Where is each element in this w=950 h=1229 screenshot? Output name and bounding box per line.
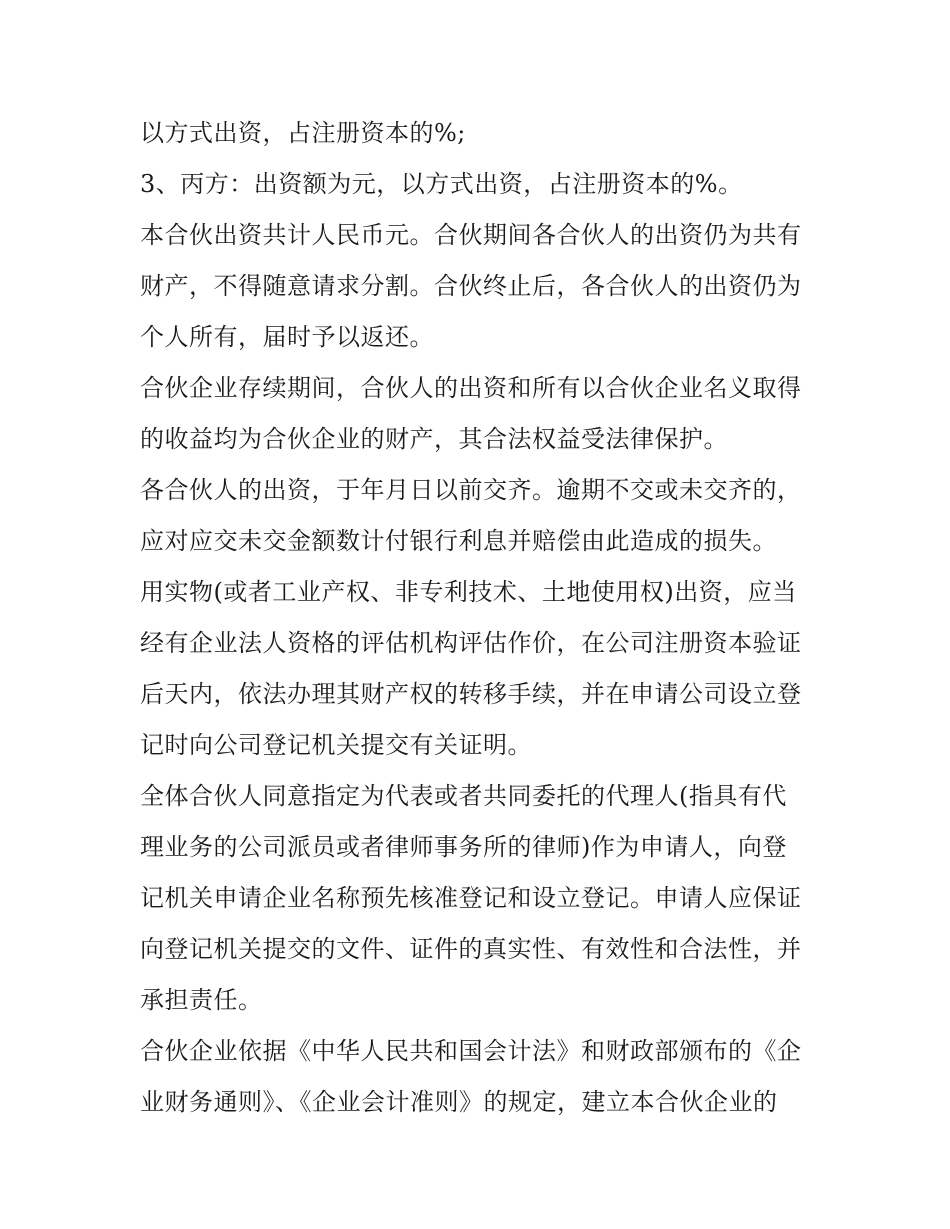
text-line: 财产，不得随意请求分割。合伙终止后，各合伙人的出资仍为: [140, 272, 802, 300]
text-line: 个人所有，届时予以返还。: [140, 323, 434, 351]
text-line: 向登记机关提交的文件、证件的真实性、有效性和合法性，并: [140, 935, 802, 963]
text-line: 业财务通则》、《企业会计准则》的规定，建立本合伙企业的: [140, 1088, 778, 1116]
text-line: 应对应交未交金额数计付银行利息并赔偿由此造成的损失。: [140, 527, 777, 555]
text-line: 经有企业法人资格的评估机构评估作价，在公司注册资本验证: [140, 629, 802, 657]
text-line: 记时向公司登记机关提交有关证明。: [140, 731, 532, 759]
text-line: 用实物(或者工业产权、非专利技术、土地使用权)出资，应当: [140, 578, 797, 606]
text-line: 各合伙人的出资，于年月日以前交齐。逾期不交或未交齐的，: [140, 476, 802, 504]
text-line: 合伙企业存续期间，合伙人的出资和所有以合伙企业名义取得: [140, 374, 802, 402]
text-line: 记机关申请企业名称预先核准登记和设立登记。申请人应保证: [140, 884, 802, 912]
text-line: 全体合伙人同意指定为代表或者共同委托的代理人(指具有代: [140, 782, 787, 810]
text-line: 以方式出资，占注册资本的%;: [140, 119, 466, 147]
document-body: [140, 108, 820, 1128]
text-line: 理业务的公司派员或者律师事务所的律师)作为申请人，向登: [140, 833, 787, 861]
text-line: 本合伙出资共计人民币元。合伙期间各合伙人的出资仍为共有: [140, 221, 802, 249]
text-line: 的收益均为合伙企业的财产，其合法权益受法律保护。: [140, 425, 728, 453]
text-line: 后天内，依法办理其财产权的转移手续，并在申请公司设立登: [140, 680, 802, 708]
text-line: 承担责任。: [140, 986, 263, 1014]
text-line: 合伙企业依据《中华人民共和国会计法》和财政部颁布的《企: [140, 1037, 802, 1065]
text-line: 3、丙方：出资额为元，以方式出资，占注册资本的%。: [140, 170, 743, 198]
